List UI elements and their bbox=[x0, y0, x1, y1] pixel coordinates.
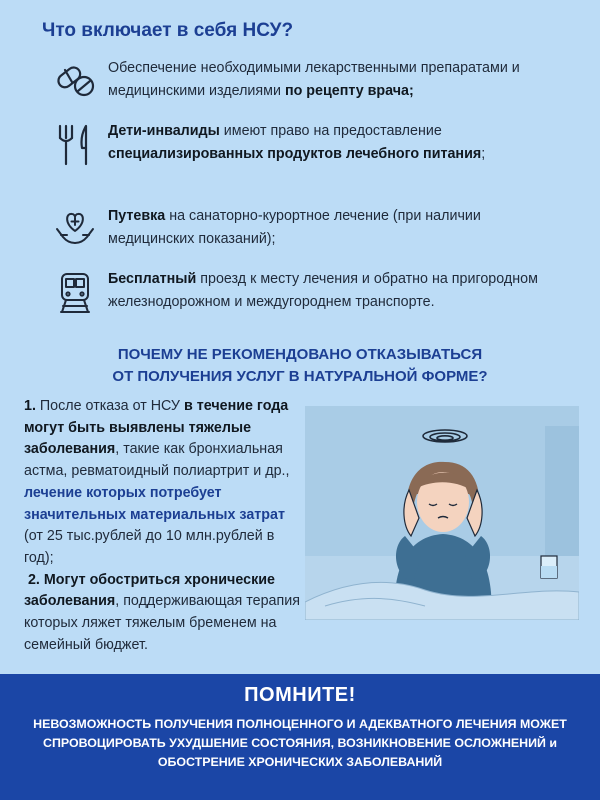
remember-heading: ПОМНИТЕ! bbox=[244, 684, 356, 706]
benefit-nutrition-text: Дети-инвалиды имеют право на предоставление специализированных продуктов лечебного питания; bbox=[108, 123, 486, 162]
reminder-banner bbox=[0, 674, 600, 800]
reason-2: 2. Могут обостриться хронические заболевания, поддерживающая терапия которых ляжет тяжелым бременем на семейный бюджет. bbox=[24, 571, 300, 653]
headache-illustration bbox=[305, 406, 579, 620]
benefit-nutrition bbox=[54, 120, 574, 190]
why-heading bbox=[0, 344, 600, 388]
benefit-medicines bbox=[54, 57, 574, 127]
page-title: Что включает в себя НСУ? bbox=[42, 20, 294, 41]
why-heading-line1: ПОЧЕМУ НЕ РЕКОМЕНДОВАНО ОТКАЗЫВАТЬСЯ bbox=[117, 346, 483, 363]
heart-hands-icon bbox=[54, 205, 96, 253]
train-icon bbox=[54, 268, 96, 316]
reason-1: 1. После отказа от НСУ в течение года могут быть выявлены тяжелые заболевания, такие как бронхиальная астма, ревматоидный полиартрит и др., лечение которых потребует значительных материальных затрат (от 25 тыс.рублей до 10 млн.рублей в год); bbox=[24, 398, 290, 566]
remember-note: НЕВОЗМОЖНОСТЬ ПОЛУЧЕНИЯ ПОЛНОЦЕННОГО И АДЕКВАТНОГО ЛЕЧЕНИЯ МОЖЕТ СПРОВОЦИРОВАТЬ УХУДШЕНИЕ СОСТОЯНИЯ, ВОЗНИКНОВЕНИЕ ОСЛОЖНЕНИЙ и ОБОСТРЕНИЕ ХРОНИЧЕСКИХ ЗАБОЛЕВАНИЙ bbox=[33, 717, 567, 769]
benefit-medicines-text: Обеспечение необходимыми лекарственными препаратами и медицинскими изделиями по рецепту врача; bbox=[108, 60, 520, 99]
benefit-travel bbox=[54, 268, 574, 338]
reasons-text bbox=[24, 396, 306, 656]
benefit-sanatorium-text: Путевка на санаторно-курортное лечение (при наличии медицинских показаний); bbox=[108, 208, 481, 247]
benefit-travel-text: Бесплатный проезд к месту лечения и обратно на пригородном железнодорожном и междугороднем транспорте. bbox=[108, 271, 538, 310]
why-heading-line2: ОТ ПОЛУЧЕНИЯ УСЛУГ В НАТУРАЛЬНОЙ ФОРМЕ? bbox=[112, 368, 488, 385]
pills-icon bbox=[54, 57, 96, 105]
benefit-sanatorium bbox=[54, 205, 574, 275]
fork-knife-icon bbox=[54, 120, 96, 168]
